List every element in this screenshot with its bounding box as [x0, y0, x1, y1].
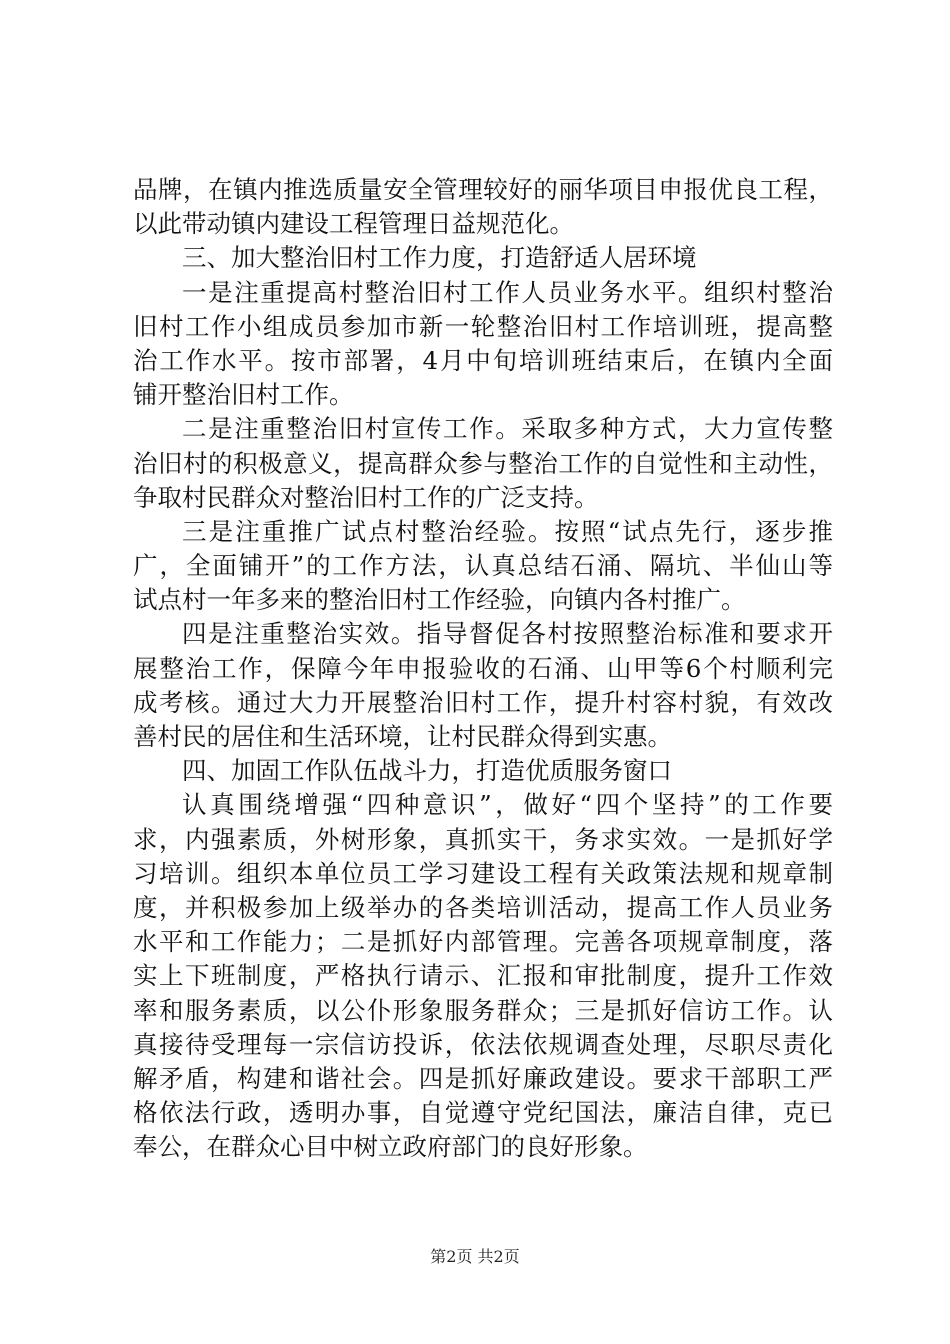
text-line: 度，并积极参加上级举办的各类培训活动，提高工作人员业务: [133, 892, 833, 922]
text-line: 广，全面铺开”的工作方法，认真总结石涌、隔坑、半仙山等: [133, 551, 833, 581]
text-line: 争取村民群众对整治旧村工作的广泛支持。: [133, 482, 599, 512]
text-line: 三是注重推广试点村整治经验。按照“试点先行，逐步推: [182, 516, 833, 546]
text-line: 真接待受理每一宗信访投诉，依法依规调查处理，尽职尽责化: [133, 1029, 833, 1059]
text-line: 率和服务素质，以公仆形象服务群众；三是抓好信访工作。认: [133, 995, 833, 1025]
text-line: 以此带动镇内建设工程管理日益规范化。: [133, 209, 574, 239]
text-line: 三、加大整治旧村工作力度，打造舒适人居环境: [182, 243, 697, 273]
text-line: 展整治工作，保障今年申报验收的石涌、山甲等6个村顺利完: [133, 653, 833, 683]
text-line: 一是注重提高村整治旧村工作人员业务水平。组织村整治: [182, 277, 833, 307]
text-line: 求，内强素质，外树形象，真抓实干，务求实效。一是抓好学: [133, 824, 833, 854]
text-line: 二是注重整治旧村宣传工作。采取多种方式，大力宣传整: [182, 414, 833, 444]
text-line: 品牌，在镇内推选质量安全管理较好的丽华项目申报优良工程，: [133, 175, 833, 204]
text-line: 习培训。组织本单位员工学习建设工程有关政策法规和规章制: [133, 858, 833, 888]
text-line: 认真围绕增强“四种意识”，做好“四个坚持”的工作要: [182, 790, 833, 820]
text-line: 四是注重整治实效。指导督促各村按照整治标准和要求开: [182, 619, 833, 649]
text-line: 旧村工作小组成员参加市新一轮整治旧村工作培训班，提高整: [133, 311, 833, 341]
text-line: 成考核。通过大力开展整治旧村工作，提升村容村貌，有效改: [133, 687, 833, 717]
text-line: 水平和工作能力；二是抓好内部管理。完善各项规章制度，落: [133, 927, 833, 957]
text-line: 铺开整治旧村工作。: [133, 380, 354, 410]
document-body: [133, 173, 833, 1164]
text-line: 奉公，在群众心目中树立政府部门的良好形象。: [133, 1132, 648, 1162]
text-line: 解矛盾，构建和谐社会。四是抓好廉政建设。要求干部职工严: [133, 1063, 833, 1093]
text-line: 治工作水平。按市部署，4月中旬培训班结束后，在镇内全面: [133, 345, 833, 375]
text-line: 试点村一年多来的整治旧村工作经验，向镇内各村推广。: [133, 585, 746, 615]
text-line: 实上下班制度，严格执行请示、汇报和审批制度，提升工作效: [133, 961, 833, 991]
text-line: 四、加固工作队伍战斗力，打造优质服务窗口: [182, 756, 672, 786]
text-line: 格依法行政，透明办事，自觉遵守党纪国法，廉洁自律，克已: [133, 1098, 833, 1128]
page-footer: 第2页 共2页: [430, 1247, 520, 1266]
text-line: 善村民的居住和生活环境，让村民群众得到实惠。: [133, 722, 672, 751]
text-line: 治旧村的积极意义，提高群众参与整治工作的自觉性和主动性，: [133, 448, 833, 478]
